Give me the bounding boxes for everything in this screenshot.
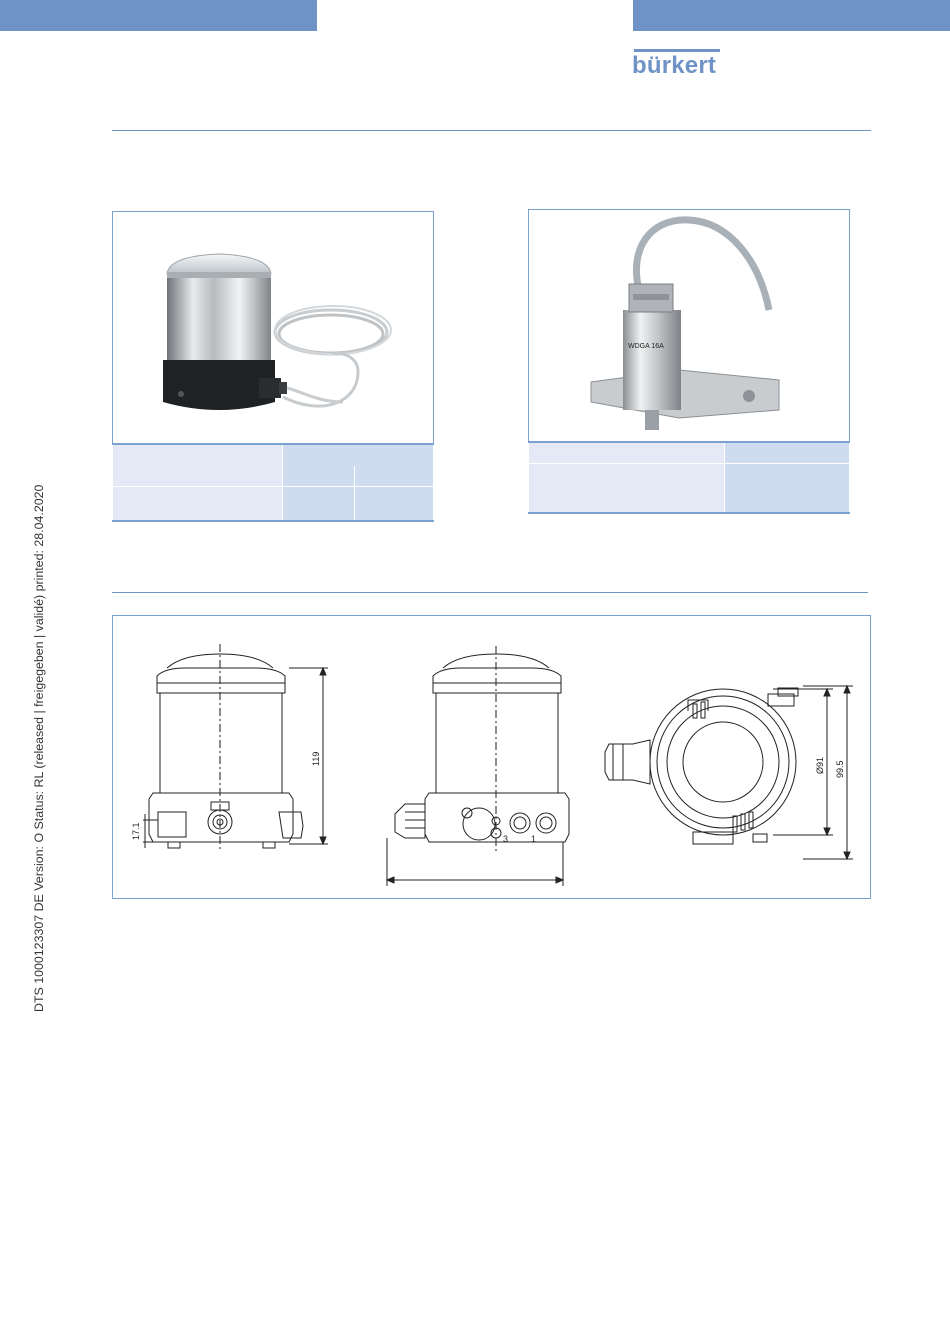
sensor-label: WDGA 16A bbox=[628, 343, 664, 350]
side-view bbox=[387, 646, 569, 886]
stainless-sensor-photo bbox=[113, 212, 433, 443]
dim-height: 119 bbox=[311, 751, 321, 766]
dim-diameter: Ø91 bbox=[815, 756, 825, 774]
table2-top-line bbox=[528, 441, 850, 443]
product-table-1 bbox=[112, 443, 434, 522]
table1-cell-r1c1 bbox=[113, 444, 283, 487]
section-rule-middle bbox=[112, 592, 868, 593]
product-table-2 bbox=[528, 441, 850, 515]
table1-top-line bbox=[112, 443, 434, 445]
port-label-1: 1 bbox=[531, 834, 537, 844]
header-bar-left bbox=[0, 0, 317, 31]
product-photo-frame-2 bbox=[528, 209, 850, 442]
dim-width: 99.5 bbox=[835, 760, 845, 778]
wdga-sensor-photo bbox=[529, 210, 849, 441]
dimension-drawing-frame bbox=[112, 615, 871, 899]
document-status-note: DTS 1000123307 DE Version: O Status: RL (released | freigegeben | validé) printed: 28.04.2020 bbox=[32, 484, 46, 1012]
table1-bottom-line bbox=[112, 520, 434, 522]
table1-cell-r2c3 bbox=[355, 487, 434, 522]
technical-drawing bbox=[113, 616, 870, 898]
table1-cell-r1c2 bbox=[283, 444, 434, 487]
product-photo-frame-1 bbox=[112, 211, 434, 444]
port-label-3: 3 bbox=[503, 834, 509, 844]
table2-bottom-line bbox=[528, 512, 850, 514]
section-rule-top bbox=[112, 130, 871, 131]
table1-cell-r2c1 bbox=[113, 487, 283, 522]
table2-cell-r1c1 bbox=[529, 442, 725, 464]
front-view bbox=[131, 644, 328, 852]
brand-logo: bürkert bbox=[632, 52, 717, 79]
top-view bbox=[605, 686, 853, 859]
table2-cell-r2c2 bbox=[725, 464, 850, 515]
header-bar-right bbox=[633, 0, 950, 31]
table2-cell-r2c1 bbox=[529, 464, 725, 515]
table1-cell-r2c2 bbox=[283, 487, 355, 522]
table2-cell-r1c2 bbox=[725, 442, 850, 464]
dim-base: 17.1 bbox=[131, 822, 141, 840]
